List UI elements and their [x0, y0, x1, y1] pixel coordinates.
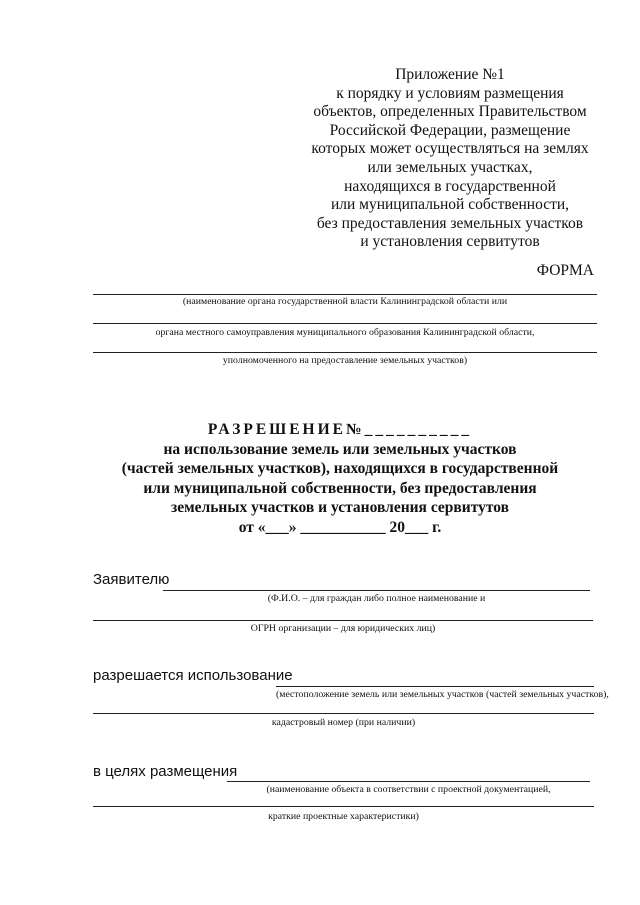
title-line: (частей земельных участков), находящихся в государственной — [121, 460, 559, 477]
authority-line-1 — [93, 294, 597, 295]
appendix-line: находящихся в государственной — [344, 177, 556, 195]
permit-title — [80, 420, 600, 537]
title-line: земельных участков и установления сервитутов — [170, 499, 509, 516]
appendix-title: Приложение №1 — [395, 66, 505, 83]
authority-caption-1: (наименование органа государственной власти Калининградской области или — [182, 296, 508, 307]
purpose-caption-1: (наименование объекта в соответствии с проектной документацией, — [266, 784, 551, 795]
title-line: на использование земель или земельных участков — [163, 440, 517, 458]
usage-caption-1: (местоположение земель или земельных участков (частей земельных участков), — [276, 689, 609, 700]
usage-label: разрешается использование — [93, 667, 293, 684]
authority-line-2 — [93, 323, 597, 324]
form-label: ФОРМА — [536, 262, 594, 279]
authority-caption-3: уполномоченного на предоставление земельных участков) — [222, 355, 468, 366]
appendix-line: или земельных участках, — [367, 158, 533, 176]
permit-date: от «___» ___________ 20___ г. — [238, 518, 442, 536]
usage-line-2[interactable] — [93, 713, 594, 714]
purpose-line-2[interactable] — [93, 806, 594, 807]
authority-line-3 — [93, 352, 597, 353]
appendix-line: Российской Федерации, размещение — [329, 121, 571, 139]
applicant-caption-1: (Ф.И.О. – для граждан либо полное наименование и — [267, 593, 486, 604]
applicant-label: Заявителю — [93, 571, 170, 588]
purpose-label: в целях размещения — [93, 763, 238, 780]
appendix-line: которых может осуществляться на землях — [311, 140, 589, 158]
usage-caption-2: кадастровый номер (при наличии) — [271, 717, 416, 728]
applicant-line-1[interactable] — [163, 590, 590, 591]
appendix-line: и установления сервитутов — [360, 233, 540, 251]
applicant-caption-2: ОГРН организации – для юридических лиц) — [250, 623, 436, 634]
applicant-line-2[interactable] — [93, 620, 593, 621]
appendix-line: объектов, определенных Правительством — [313, 103, 587, 121]
purpose-caption-2: краткие проектные характеристики) — [268, 811, 419, 822]
usage-line-1[interactable] — [276, 686, 594, 687]
purpose-line-1[interactable] — [227, 781, 590, 782]
appendix-line: без предоставления земельных участков — [316, 214, 584, 232]
authority-caption-2: органа местного самоуправления муниципального образования Калининградской области, — [155, 327, 535, 338]
appendix-line: или муниципальной собственности, — [330, 196, 570, 214]
appendix-header — [300, 66, 600, 252]
title-line: или муниципальной собственности, без предоставления — [143, 479, 537, 497]
appendix-line: к порядку и условиям размещения — [336, 84, 564, 102]
permit-heading: РАЗРЕШЕНИЕ№__________ — [207, 421, 473, 438]
